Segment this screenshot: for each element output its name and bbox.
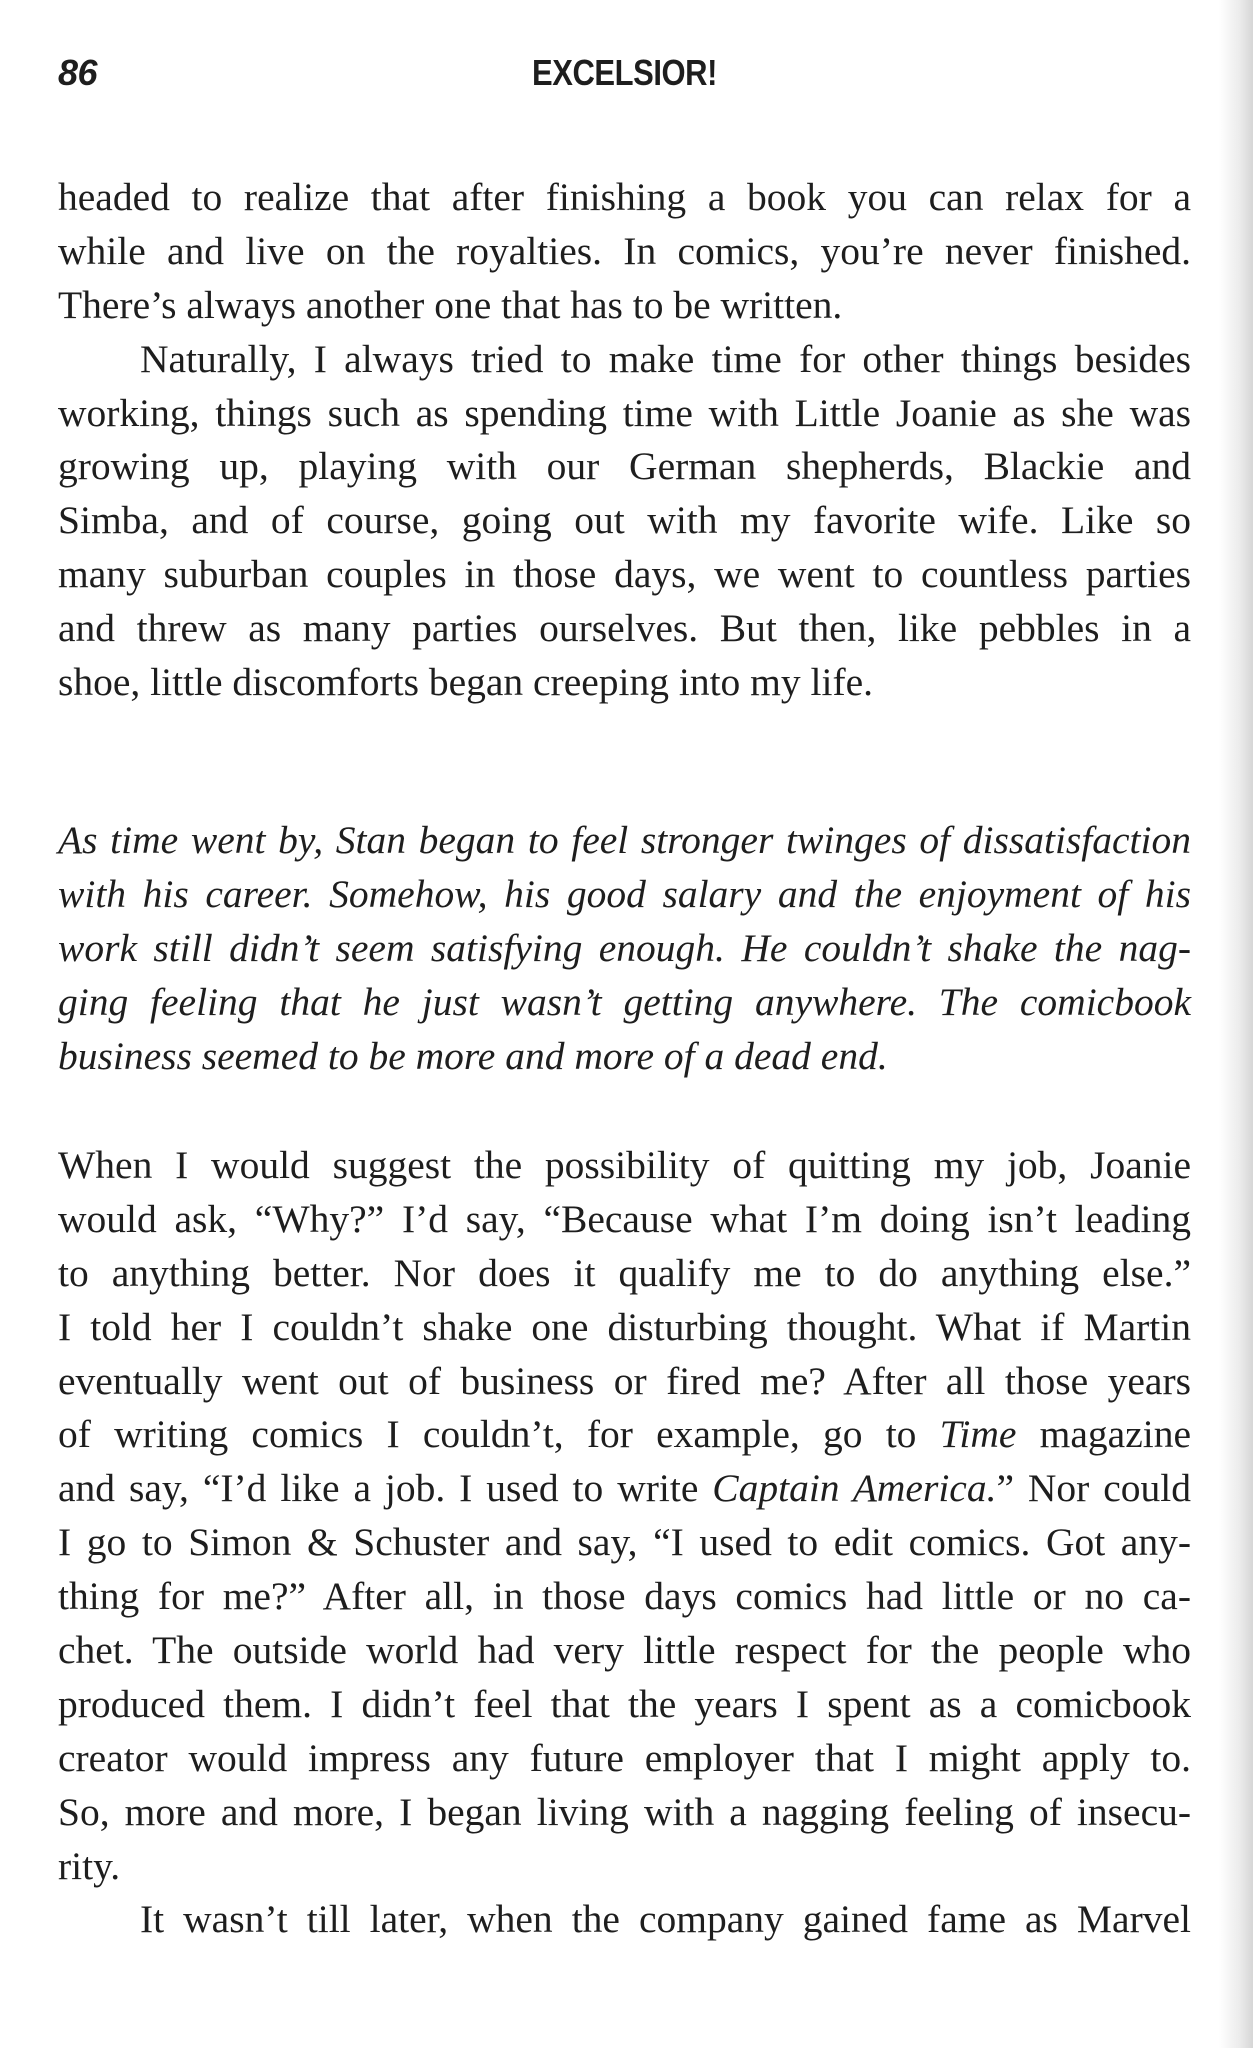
text-line: work still didn’t seem satisfying enough. He couldn’t shake the nag- xyxy=(58,925,1191,970)
text-line: ging feeling that he just wasn’t getting anywhere. The comicbook xyxy=(58,979,1191,1024)
text-line: It wasn’t till later, when the company gained fame as Marvel xyxy=(140,1897,1191,1942)
text-line: to anything better. Nor does it qualify me to do anything else.” xyxy=(58,1250,1191,1295)
text-line: growing up, playing with our German shepherds, Blackie and xyxy=(58,444,1191,489)
text-line: Simba, and of course, going out with my favorite wife. Like so xyxy=(58,498,1191,543)
text-line: chet. The outside world had very little respect for the people who xyxy=(58,1628,1191,1673)
text-block-3 xyxy=(58,1139,1191,1947)
comic-title: Captain America. xyxy=(712,1466,997,1511)
running-header xyxy=(58,48,1191,98)
text-line: produced them. I didn’t feel that the years I spent as a comicbook xyxy=(58,1681,1191,1726)
italic-interlude xyxy=(58,814,1191,1083)
text-line: headed to realize that after finishing a book you can relax for a xyxy=(58,175,1191,219)
text-fragment: ” Nor could xyxy=(996,1466,1191,1511)
text-line: while and live on the royalties. In comics, you’re never finished. xyxy=(58,228,1191,273)
text-line: When I would suggest the possibility of quitting my job, Joanie xyxy=(58,1143,1191,1187)
text-line: would ask, “Why?” I’d say, “Because what I’m doing isn’t leading xyxy=(58,1196,1191,1241)
text-line: creator would impress any future employer that I might apply to. xyxy=(58,1735,1191,1780)
text-line: eventually went out of business or fired me? After all those years xyxy=(58,1358,1191,1403)
text-fragment: magazine xyxy=(1016,1412,1192,1457)
page-edge-shadow xyxy=(1219,0,1253,2048)
text-line: As time went by, Stan began to feel stronger twinges of dissatisfaction xyxy=(58,818,1191,862)
text-line: rity. xyxy=(58,1843,121,1888)
text-fragment: and say, “I’d like a job. I used to write xyxy=(58,1466,713,1511)
text-line: There’s always another one that has to be written. xyxy=(58,282,843,327)
book-title: EXCELSIOR! xyxy=(532,52,717,93)
text-line: thing for me?” After all, in those days comics had little or no ca- xyxy=(58,1574,1191,1619)
text-line: and threw as many parties ourselves. But then, like pebbles in a xyxy=(58,606,1191,651)
text-line: I go to Simon & Schuster and say, “I used to edit comics. Got any- xyxy=(58,1520,1191,1565)
text-line: with his career. Somehow, his good salary and the enjoyment of his xyxy=(58,871,1191,916)
text-block-1 xyxy=(58,171,1191,710)
page-number: 86 xyxy=(58,52,98,93)
text-line: I told her I couldn’t shake one disturbing thought. What if Martin xyxy=(58,1304,1191,1349)
text-line: working, things such as spending time with Little Joanie as she was xyxy=(58,390,1191,435)
text-line: many suburban couples in those days, we went to countless parties xyxy=(58,552,1191,597)
text-line: business seemed to be more and more of a dead end. xyxy=(58,1033,888,1078)
text-line: Naturally, I always tried to make time for other things besides xyxy=(140,336,1191,381)
text-fragment: of writing comics I couldn’t, for example, go to xyxy=(58,1412,940,1457)
text-line xyxy=(58,1408,1191,1462)
magazine-title: Time xyxy=(939,1412,1017,1457)
text-line: So, more and more, I began living with a nagging feeling of insecu- xyxy=(58,1789,1191,1834)
text-line xyxy=(58,1462,1191,1516)
text-line: shoe, little discomforts began creeping into my life. xyxy=(58,660,874,705)
